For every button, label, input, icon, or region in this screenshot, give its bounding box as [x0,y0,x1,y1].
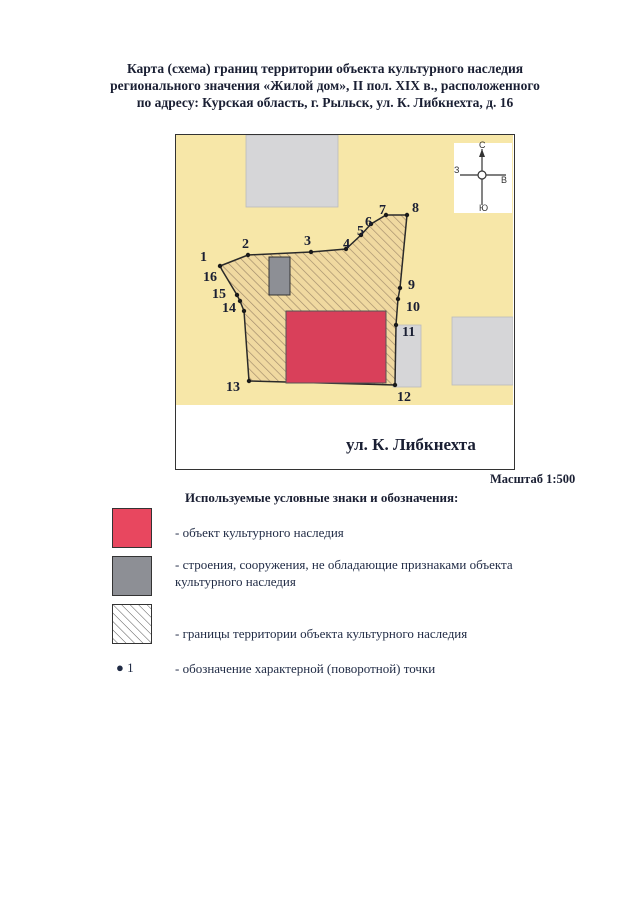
turning-point-label-13: 13 [226,380,240,395]
compass-south: Ю [479,203,489,213]
turning-point-label-6: 6 [365,215,372,230]
legend-text-building: - строения, сооружения, не обладающие признаками объекта культурного наследия [175,557,513,589]
turning-point-label-12: 12 [397,390,411,405]
turning-point-label-5: 5 [357,224,364,239]
turning-point-12 [393,383,397,387]
turning-point-label-8: 8 [412,201,419,216]
neighbor-building-right [452,317,513,385]
turning-point-label-16: 16 [203,270,217,285]
turning-point-label-2: 2 [242,237,249,252]
legend-swatch-heritage [112,508,152,548]
turning-point-13 [247,379,251,383]
compass-rose [454,140,512,213]
compass-west: З [454,165,460,175]
turning-point-label-11: 11 [402,325,416,340]
turning-point-label-14: 14 [222,301,236,316]
legend-swatch-boundary [112,604,152,644]
street-label: ул. К. Либкнехта [346,435,476,454]
title-line-1: Карта (схема) границ территории объекта культурного наследия [126,61,524,76]
scale-label: Масштаб 1:500 [490,472,576,486]
neighbor-building-top [246,135,338,207]
turning-point-1 [218,264,222,268]
legend-point-sample: ● 1 [116,660,134,675]
turning-point-label-10: 10 [406,300,420,315]
non-heritage-structure [269,257,290,295]
turning-point-9 [398,286,402,290]
turning-point-15 [238,299,242,303]
turning-point-label-3: 3 [304,234,311,249]
turning-point-16 [235,293,239,297]
turning-point-3 [309,250,313,254]
turning-point-14 [242,309,246,313]
compass-north: С [479,140,486,150]
title-line-2: регионального значения «Жилой дом», II пол. XIX в., расположенного [110,78,540,93]
legend-text-point: - обозначение характерной (поворотной) точки [175,661,436,676]
legend-title: Используемые условные знаки и обозначения: [185,490,459,505]
turning-point-label-1: 1 [200,250,207,265]
turning-point-10 [396,297,400,301]
title-line-3: по адресу: Курская область, г. Рыльск, ул. К. Либкнехта, д. 16 [136,95,514,110]
legend-text-heritage: - объект культурного наследия [175,525,344,540]
boundary-map [175,134,515,470]
turning-point-label-9: 9 [408,278,415,293]
legend-text-boundary: - границы территории объекта культурного наследия [175,626,468,641]
legend-swatch-building [112,556,152,596]
heritage-object [286,311,386,383]
turning-point-label-7: 7 [379,203,386,218]
turning-point-label-4: 4 [343,237,350,252]
map-title [60,60,590,111]
turning-point-2 [246,253,250,257]
turning-point-11 [394,323,398,327]
turning-point-label-15: 15 [212,287,226,302]
compass-east: В [501,175,508,185]
turning-point-8 [405,213,409,217]
